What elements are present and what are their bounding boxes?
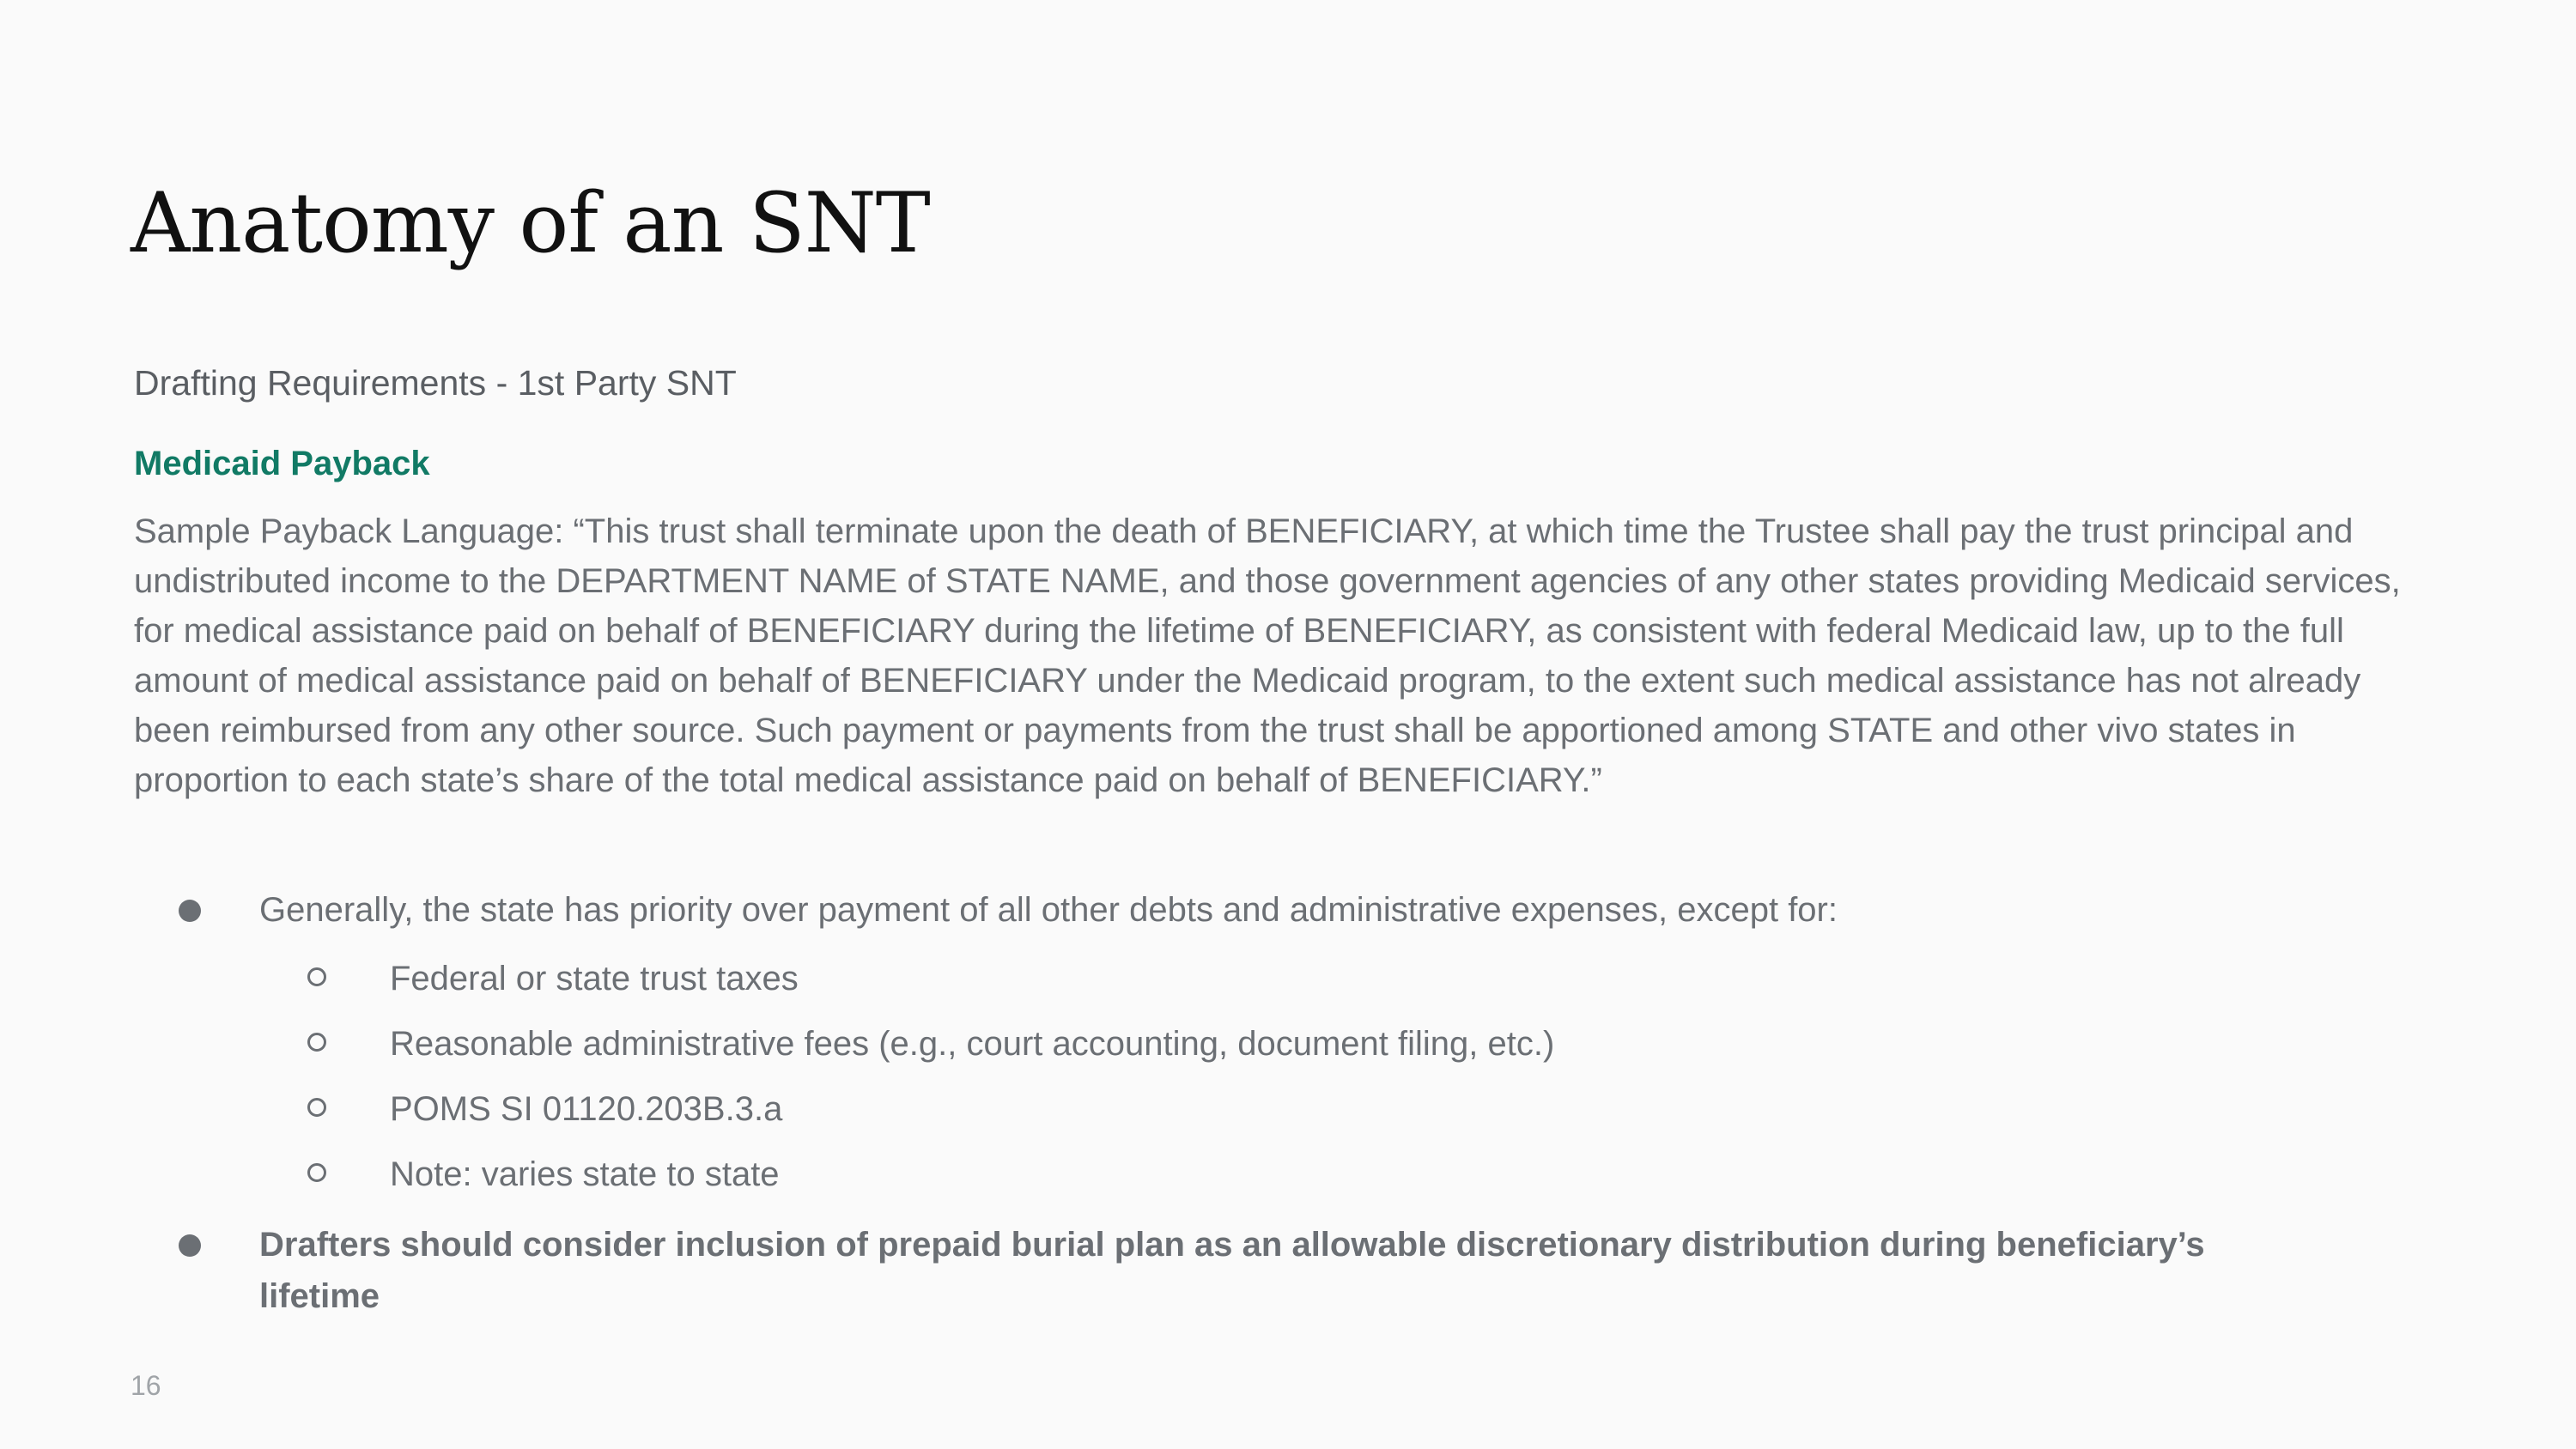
sub-bullet-item — [259, 1076, 2444, 1142]
bullet-item — [134, 1219, 2260, 1322]
hollow-circle-icon — [307, 1033, 326, 1052]
bullet-list — [134, 884, 2444, 1322]
bullet-dot-icon — [179, 900, 201, 922]
slide-title: Anatomy of an SNT — [131, 175, 930, 271]
sub-bullet-text: Federal or state trust taxes — [390, 960, 799, 997]
sub-bullet-item — [259, 1011, 2444, 1076]
sub-bullet-text: Note: varies state to state — [390, 1155, 780, 1193]
sample-payback-paragraph: Sample Payback Language: “This trust shall terminate upon the death of BENEFICIARY, at which time the Trustee shall pay the trust principal and undistributed income to the DEPARTMENT NAME of STATE NAME, and those government agencies of any other states providing Medicaid services, for medical assistance paid on behalf of BENEFICIARY during the lifetime of BENEFICIARY, as consistent with federal Medicaid law, up to the full amount of medical assistance paid on behalf of BENEFICIARY under the Medicaid program, to the extent such medical assistance has not already been reimbursed from any other source. Such payment or payments from the trust shall be apportioned among STATE and other vivo states in proportion to each state’s share of the total medical assistance paid on behalf of BENEFICIARY.” — [134, 512, 2401, 799]
page-number: 16 — [131, 1370, 161, 1401]
hollow-circle-icon — [307, 1098, 326, 1117]
section-heading: Medicaid Payback — [134, 445, 430, 482]
hollow-circle-icon — [307, 1163, 326, 1182]
sub-bullet-text: POMS SI 01120.203B.3.a — [390, 1090, 783, 1128]
hollow-circle-icon — [307, 967, 326, 986]
sub-bullet-item — [259, 946, 2444, 1011]
bullet-dot-icon — [179, 1234, 201, 1257]
bullet-text: Drafters should consider inclusion of prepaid burial plan as an allowable discretionary distribution during beneficiary’s lifetime — [259, 1226, 2205, 1315]
sub-bullet-list — [259, 946, 2444, 1207]
sub-bullet-item — [259, 1142, 2444, 1207]
sub-bullet-text: Reasonable administrative fees (e.g., court accounting, document filing, etc.) — [390, 1025, 1555, 1063]
bullet-item — [134, 884, 2444, 1207]
slide-subtitle: Drafting Requirements - 1st Party SNT — [134, 363, 737, 403]
bullet-text: Generally, the state has priority over payment of all other debts and administrative expenses, except for: — [259, 891, 1838, 929]
